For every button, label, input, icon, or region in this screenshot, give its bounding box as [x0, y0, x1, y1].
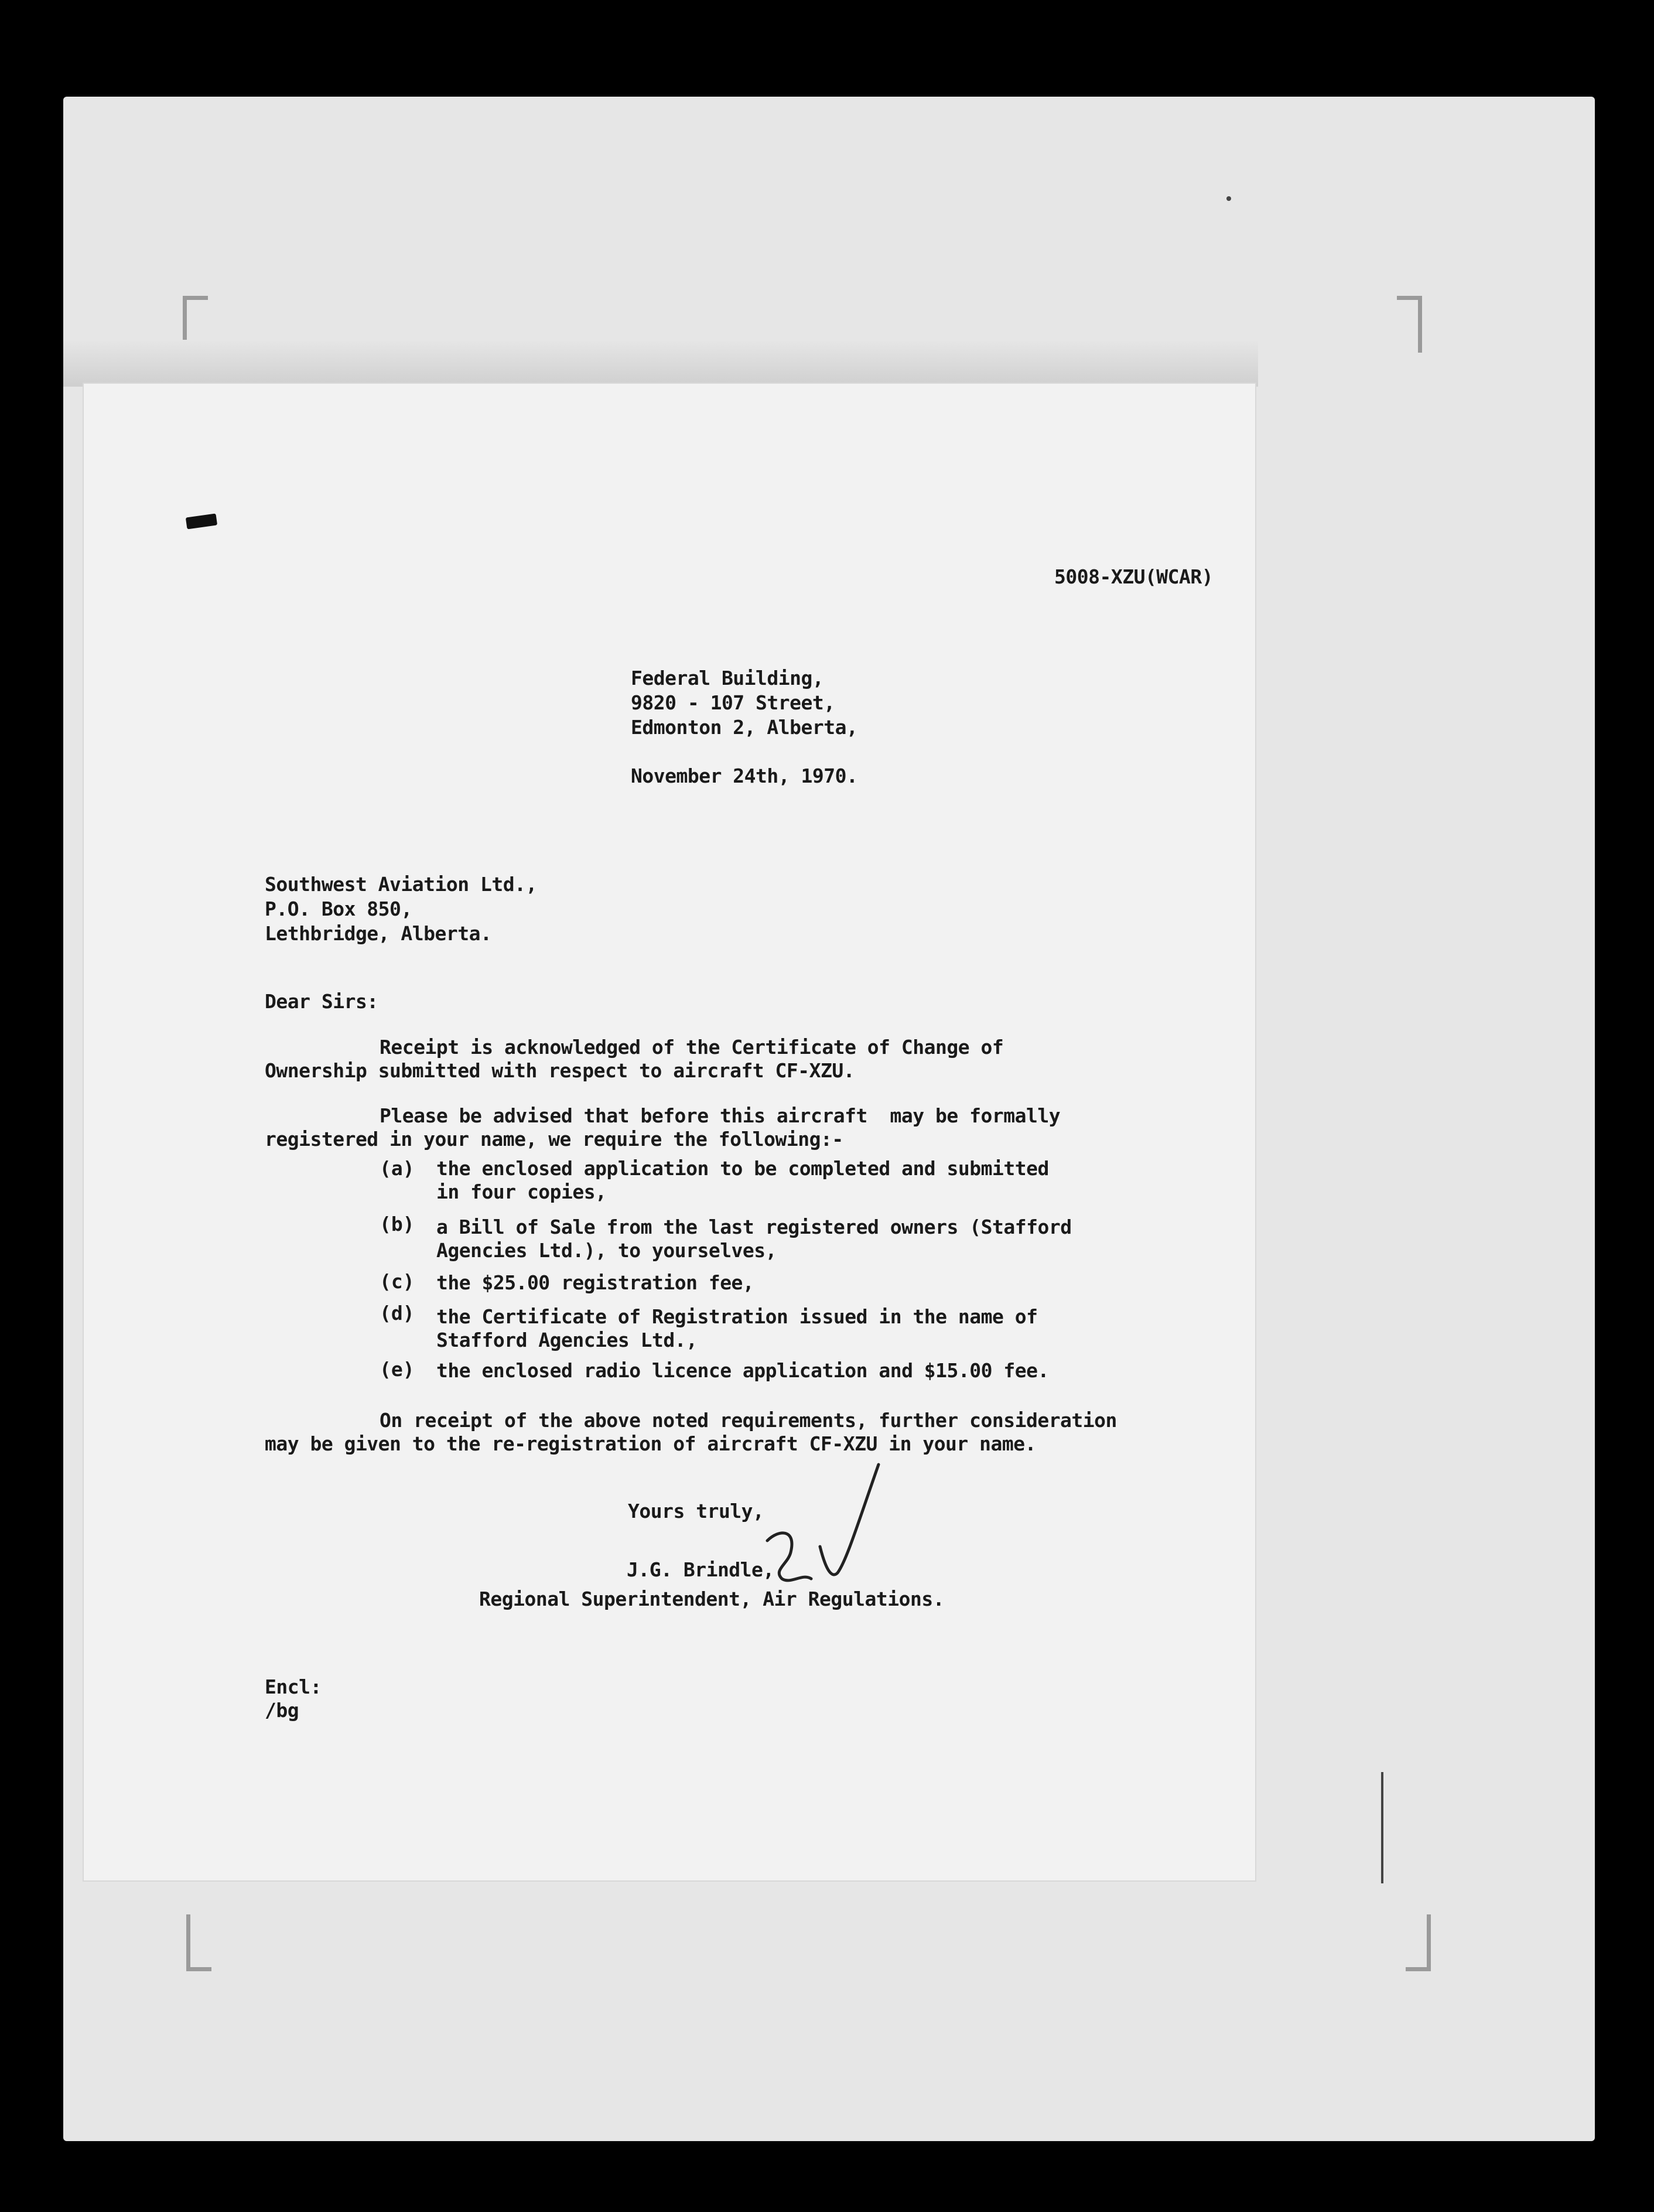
requirement-text: the Certificate of Registration issued in the name of	[436, 1305, 1038, 1328]
requirement-text: the enclosed application to be completed and submitted	[436, 1157, 1049, 1180]
salutation: Dear Sirs:	[265, 990, 378, 1013]
crop-mark-bottom-right	[1406, 1914, 1431, 1971]
sender-address-line1: Federal Building,	[631, 667, 824, 689]
requirement-text: Stafford Agencies Ltd.,	[436, 1329, 698, 1351]
stray-mark-right	[1381, 1772, 1383, 1883]
requirement-text: in four copies,	[436, 1180, 607, 1203]
requirement-marker: (d)	[380, 1302, 415, 1325]
crop-mark-top-right	[1397, 296, 1422, 353]
reference-number: 5008-XZU(WCAR)	[1054, 565, 1214, 588]
paragraph1-line1: Receipt is acknowledged of the Certificate of Change of	[380, 1036, 1004, 1059]
signatory-name: J.G. Brindle,	[627, 1558, 774, 1581]
recipient-line3: Lethbridge, Alberta.	[265, 922, 492, 945]
paragraph2-line1: Please be advised that before this aircraft may be formally	[380, 1104, 1061, 1127]
paragraph1-line2: Ownership submitted with respect to aircraft CF-XZU.	[265, 1059, 855, 1082]
requirement-text: the $25.00 registration fee,	[436, 1271, 754, 1294]
requirement-text: Agencies Ltd.), to yourselves,	[436, 1239, 777, 1262]
recipient-line2: P.O. Box 850,	[265, 897, 412, 920]
enclosure-notation: Encl:	[265, 1675, 322, 1698]
handwritten-signature	[756, 1453, 896, 1605]
sender-address-line2: 9820 - 107 Street,	[631, 691, 835, 714]
stray-mark-dot	[1226, 196, 1231, 201]
paragraph3-line2: may be given to the re-registration of aircraft CF-XZU in your name.	[265, 1432, 1037, 1455]
paper-shadow	[63, 340, 1258, 387]
requirement-marker: (e)	[380, 1358, 415, 1381]
typist-initials: /bg	[265, 1699, 299, 1722]
signatory-title: Regional Superintendent, Air Regulations.	[479, 1588, 945, 1610]
requirement-marker: (a)	[380, 1157, 415, 1180]
requirement-marker: (b)	[380, 1213, 415, 1235]
requirement-text: a Bill of Sale from the last registered owners (Stafford	[436, 1216, 1072, 1238]
sender-address-line3: Edmonton 2, Alberta,	[631, 716, 858, 739]
requirement-text: the enclosed radio licence application and $15.00 fee.	[436, 1359, 1049, 1382]
crop-mark-bottom-left	[186, 1914, 211, 1971]
paragraph3-line1: On receipt of the above noted requirements, further consideration	[380, 1409, 1117, 1432]
closing: Yours truly,	[628, 1500, 764, 1523]
letter-date: November 24th, 1970.	[631, 764, 858, 787]
paragraph2-line2: registered in your name, we require the following:-	[265, 1128, 843, 1151]
requirement-marker: (c)	[380, 1270, 415, 1293]
recipient-line1: Southwest Aviation Ltd.,	[265, 873, 537, 896]
